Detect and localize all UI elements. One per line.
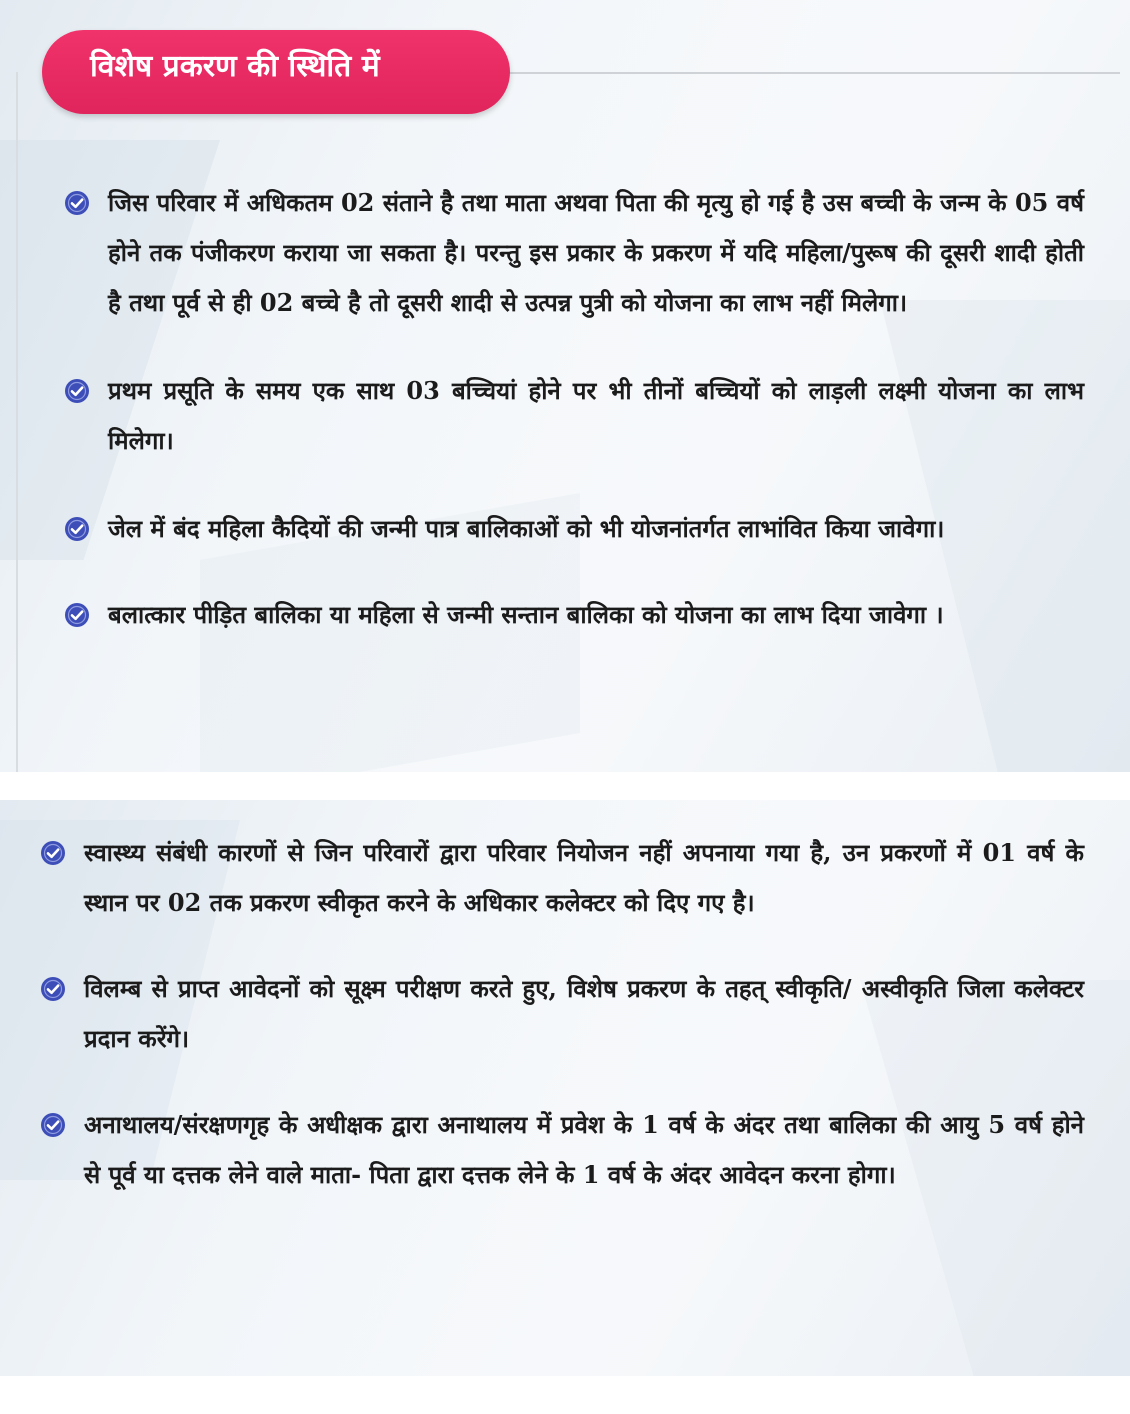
check-circle-icon bbox=[64, 378, 90, 404]
section-title-banner bbox=[42, 30, 510, 114]
list-item bbox=[64, 366, 1084, 466]
check-circle-icon bbox=[40, 840, 66, 866]
list-item-text: जिस परिवार में अधिकतम 02 संताने है तथा माता अथवा पिता की मृत्यु हो गई है उस बच्ची के जन्म के 05 वर्ष होने तक पंजीकरण कराया जा सकता है। परन्तु इस प्रकार के प्रकरण में यदि महिला/पुरूष की दूसरी शादी होती है तथा पूर्व से ही 02 बच्चे है तो दूसरी शादी से उत्पन्न पुत्री को योजना का लाभ नहीं मिलेगा। bbox=[108, 188, 1084, 317]
special-cases-slide-bottom bbox=[0, 800, 1130, 1376]
header-rule bbox=[480, 72, 1120, 74]
check-circle-icon bbox=[64, 516, 90, 542]
special-cases-list-top bbox=[64, 178, 1084, 678]
list-item bbox=[64, 590, 1084, 640]
list-item-text: जेल में बंद महिला कैदियों की जन्मी पात्र बालिकाओं को भी योजनांतर्गत लाभांवित किया जावेगा। bbox=[108, 514, 945, 543]
list-item bbox=[64, 504, 1084, 554]
check-circle-icon bbox=[40, 976, 66, 1002]
section-title: विशेष प्रकरण की स्थिति में bbox=[90, 49, 380, 84]
list-item-text: बलात्कार पीड़ित बालिका या महिला से जन्मी सन्तान बालिका को योजना का लाभ दिया जावेगा । bbox=[108, 600, 944, 629]
list-item-text: विलम्ब से प्राप्त आवेदनों को सूक्ष्म परीक्षण करते हुए, विशेष प्रकरण के तहत् स्वीकृति/ अस्वीकृति जिला कलेक्टर प्रदान करेंगे। bbox=[84, 974, 1084, 1053]
frame-left-line bbox=[16, 72, 18, 772]
list-item bbox=[64, 178, 1084, 328]
check-circle-icon bbox=[40, 1112, 66, 1138]
check-circle-icon bbox=[64, 602, 90, 628]
list-item bbox=[40, 828, 1084, 928]
check-circle-icon bbox=[64, 190, 90, 216]
special-cases-list-bottom bbox=[40, 828, 1084, 1236]
list-item-text: स्वास्थ्य संबंधी कारणों से जिन परिवारों द्वारा परिवार नियोजन नहीं अपनाया गया है, उन प्रकरणों में 01 वर्ष के स्थान पर 02 तक प्रकरण स्वीकृत करने के अधिकार कलेक्टर को दिए गए है। bbox=[84, 838, 1084, 917]
list-item bbox=[40, 964, 1084, 1064]
list-item-text: अनाथालय/संरक्षणगृह के अधीक्षक द्वारा अनाथालय में प्रवेश के 1 वर्ष के अंदर तथा बालिका की आयु 5 वर्ष होने से पूर्व या दत्तक लेने वाले माता- पिता द्वारा दत्तक लेने के 1 वर्ष के अंदर आवेदन करना होगा। bbox=[84, 1110, 1084, 1189]
list-item bbox=[40, 1100, 1084, 1200]
list-item-text: प्रथम प्रसूति के समय एक साथ 03 बच्चियां होने पर भी तीनों बच्चियों को लाड़ली लक्ष्मी योजना का लाभ मिलेगा। bbox=[108, 376, 1084, 455]
